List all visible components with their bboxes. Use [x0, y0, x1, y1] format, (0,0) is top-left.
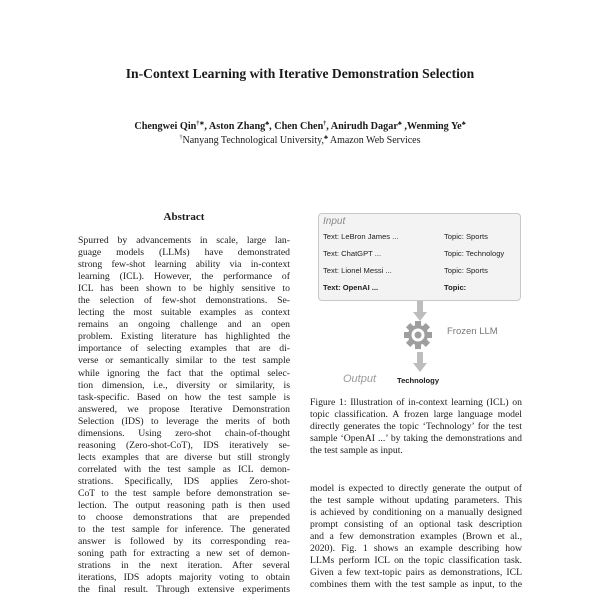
abstract-line: lects examples that are diverse but still strongly [78, 451, 290, 463]
abstract-line: CoT to the test sample before demonstration se- [78, 487, 290, 499]
abstract-line: answer is followed by its corresponding rea- [78, 536, 290, 548]
demo-text: Text: LeBron James ... [323, 232, 399, 241]
author-name: , Chen Chen [269, 121, 324, 132]
abstract-line: importance of selecting examples that are di- [78, 343, 290, 355]
abstract-line: ICL has been shown to be highly sensitive to [78, 283, 290, 295]
down-arrow-icon [413, 352, 427, 372]
figure-output-label: Output [343, 373, 377, 385]
abstract-line: the final result. Through extensive experiments [78, 584, 290, 596]
abstract-line: reasoning (Zero-shot-CoT), IDS iteratively se- [78, 439, 290, 451]
abstract-heading: Abstract [163, 211, 205, 223]
abstract-line: dimensions. Using zero-shot chain-of-thought [78, 427, 290, 439]
body-line: 2020). Fig. 1 shows an example describing how [310, 543, 522, 555]
figure-input-box [318, 213, 521, 301]
abstract-line: the selection of few-shot demonstrations. Se- [78, 295, 290, 307]
demo-topic: Topic: Technology [444, 249, 505, 258]
paper-title: In-Context Learning with Iterative Demonstration Selection [125, 66, 475, 81]
author-affiliation-mark: ♣ [461, 121, 466, 127]
gear-icon [403, 320, 433, 350]
author-name: , Anirudh Dagar [326, 121, 398, 132]
author-name: ,Wenming Ye [401, 121, 462, 132]
demo-topic: Topic: Sports [444, 266, 488, 275]
abstract-line: remains an ongoing challenge and an open [78, 319, 290, 331]
abstract-line: iterations, IDS adopts majority voting to obtain [78, 572, 290, 584]
author-affiliation-mark: ♣ [397, 121, 402, 127]
body-line: combines them with the test sample as input, to the [310, 579, 522, 591]
body-line: the test sample without updating parameters. This [310, 495, 522, 507]
author-affiliation-mark: ♣ [265, 121, 270, 127]
body-line: is achieved by conditioning on a manually designed [310, 507, 522, 519]
body-text [310, 483, 522, 591]
abstract-line: to choose demonstrations that are prepended [78, 512, 290, 524]
demo-text: Text: ChatGPT ... [323, 249, 382, 258]
author-name: , Aston Zhang [204, 121, 266, 132]
abstract-line: Spurred by advancements in scale, large lan- [78, 235, 290, 246]
caption-line: the test sample as input. [310, 445, 403, 457]
body-line: LLMs perform ICL on the topic classification task. [310, 555, 522, 567]
body-line: and a few demonstration examples (Brown et al., [310, 531, 522, 543]
affiliation-name: Nanyang Technological University, [182, 135, 324, 146]
abstract-line: correlated with the test sample as ICL demon- [78, 463, 290, 475]
demo-text: Text: Lionel Messi ... [323, 266, 392, 275]
affiliation-mark: ♣ [323, 135, 328, 141]
body-line: model is expected to directly generate the output of [310, 483, 522, 494]
caption-line: topic classification. A frozen large language model [310, 409, 522, 421]
abstract-line: lecting the most suitable examples as context [78, 307, 290, 319]
demo-text: Text: OpenAI ... [323, 283, 379, 292]
figure-input-label: Input [323, 216, 346, 227]
abstract-line: strong few-shot learning ability via in-context [78, 259, 290, 271]
abstract-line: Selection (IDS) to leverage the merits of both [78, 415, 290, 427]
affiliation-name: Amazon Web Services [327, 135, 421, 146]
author-affiliation-mark: † [323, 121, 327, 127]
abstract-line: verse or semantically similar to the test sample [78, 355, 290, 367]
down-arrow-icon [413, 301, 427, 321]
caption-line: sample ‘OpenAI ...’ by taking the demonstrations and [310, 433, 522, 445]
abstract-line: strations. Specifically, IDS applies Zero-shot- [78, 475, 290, 487]
demo-topic: Topic: [444, 283, 467, 292]
body-line: Given a few text-topic pairs as demonstrations, ICL [310, 567, 522, 579]
abstract-line: lection. The output reasoning path is then used [78, 500, 290, 512]
abstract-line: soning path for extracting a new set of demon- [78, 548, 290, 560]
affiliation-mark: † [179, 135, 183, 141]
author-list [0, 120, 600, 132]
affiliations [0, 135, 600, 146]
abstract-line: strations in the next iteration. After several [78, 560, 290, 572]
abstract-line: problem. Existing literature has highlighted the [78, 331, 290, 343]
demo-topic: Topic: Sports [444, 232, 488, 241]
body-line: prompt consisting of an optional task description [310, 519, 522, 531]
caption-line: directly generates the topic ‘Technology’ for the test [310, 421, 522, 433]
abstract-line: learning (ICL). However, the performance of [78, 271, 290, 283]
figure-output-value: Technology [397, 376, 440, 385]
abstract-line: answered, we propose Iterative Demonstration [78, 403, 290, 415]
author-name: Chengwei Qin [134, 121, 197, 132]
abstract-line: while ignoring the fact that the optimal selec- [78, 367, 290, 379]
author-affiliation-mark: †∗ [196, 121, 205, 127]
abstract-line: task-specific. Based on how the test sample is [78, 391, 290, 403]
frozen-llm-label: Frozen LLM [447, 326, 498, 337]
abstract-line: guage models (LLMs) have demonstrated [78, 247, 290, 259]
abstract-line: to the test sample for inference. The generated [78, 524, 290, 536]
abstract-body [78, 235, 290, 596]
caption-line: Figure 1: Illustration of in-context learning (ICL) on [310, 397, 522, 408]
figure-caption [310, 397, 522, 457]
abstract-line: tion dimension, i.e., diversity or similarity, is [78, 379, 290, 391]
